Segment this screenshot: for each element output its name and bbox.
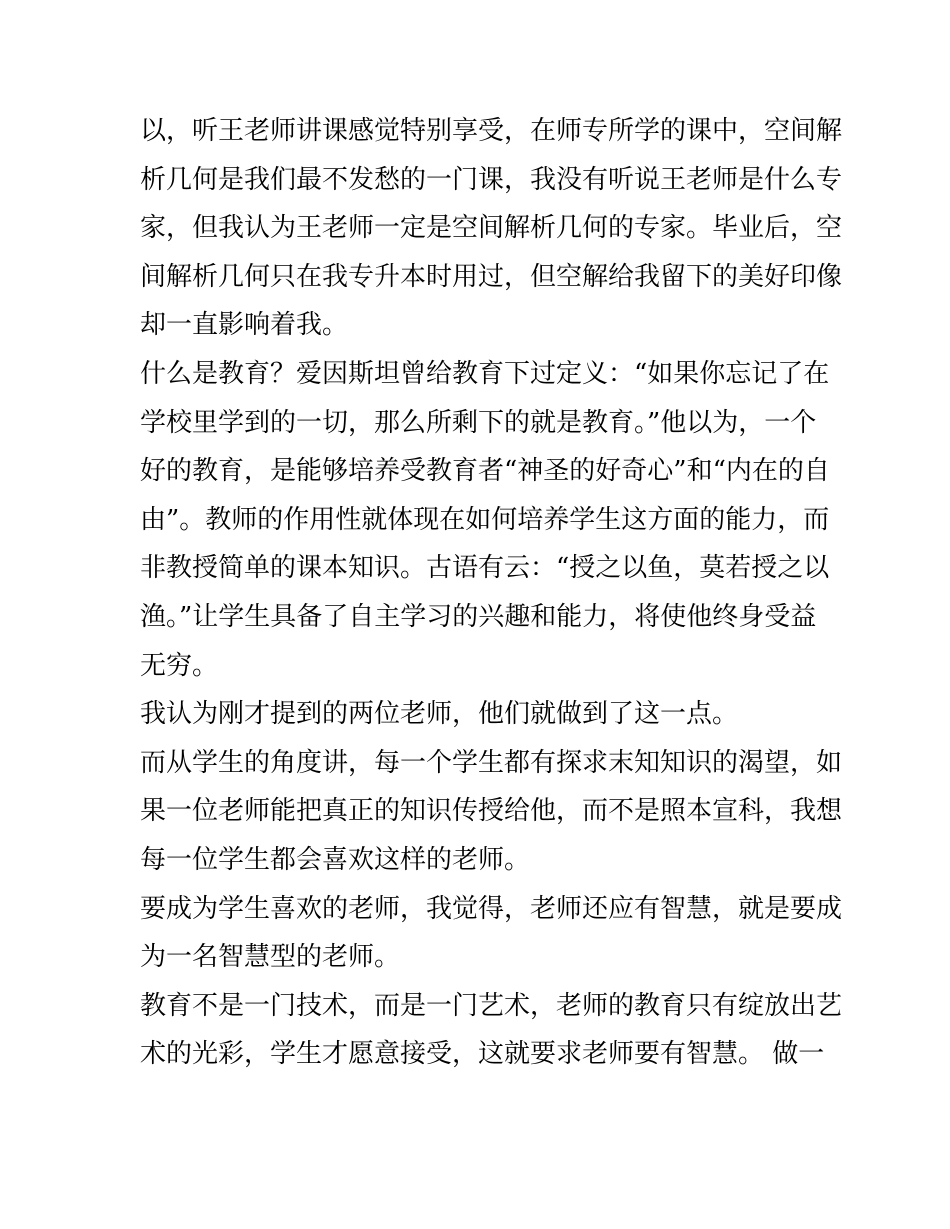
text-line: 以，听王老师讲课感觉特别享受，在师专所学的课中，空间解 <box>140 116 843 146</box>
text-line: 为一名智慧型的老师。 <box>140 942 401 973</box>
text-line: 无穷。 <box>140 650 219 681</box>
text-line: 家，但我认为王老师一定是空间解析几何的专家。毕业后，空 <box>140 213 843 244</box>
text-line: 渔。”让学生具备了自主学习的兴趣和能力，将使他终身受益 <box>140 601 817 632</box>
text-line: 术的光彩，学生才愿意接受，这就要求老师要有智慧。 做一 <box>140 1039 825 1070</box>
text-line: 而从学生的角度讲，每一个学生都有探求末知知识的渴望，如 <box>140 747 843 778</box>
text-line: 每一位学生都会喜欢这样的老师。 <box>140 844 531 875</box>
text-line: 却一直影响着我。 <box>140 310 349 341</box>
text-line: 要成为学生喜欢的老师，我觉得，老师还应有智慧，就是要成 <box>140 893 843 924</box>
text-line: 学校里学到的一切，那么所剩下的就是教育。”他以为，一个 <box>140 407 817 438</box>
text-line: 析几何是我们最不发愁的一门课，我没有听说王老师是什么专 <box>140 164 843 195</box>
text-line: 我认为刚才提到的两位老师，他们就做到了这一点。 <box>140 699 739 730</box>
text-line: 什么是教育？爱因斯坦曾给教育下过定义：“如果你忘记了在 <box>140 358 830 389</box>
text-line: 好的教育，是能够培养受教育者“神圣的好奇心”和“内在的自 <box>140 456 830 487</box>
text-line: 果一位老师能把真正的知识传授给他，而不是照本宣科，我想 <box>140 796 843 827</box>
document-body <box>140 107 843 1079</box>
text-line: 由”。教师的作用性就体现在如何培养学生这方面的能力，而 <box>140 504 830 535</box>
text-line: 间解析几何只在我专升本时用过，但空解给我留下的美好印像 <box>140 261 843 292</box>
text-line: 教育不是一门技术，而是一门艺术，老师的教育只有绽放出艺 <box>140 990 843 1021</box>
text-line: 非教授简单的课本知识。古语有云：“授之以鱼，莫若授之以 <box>140 553 830 584</box>
